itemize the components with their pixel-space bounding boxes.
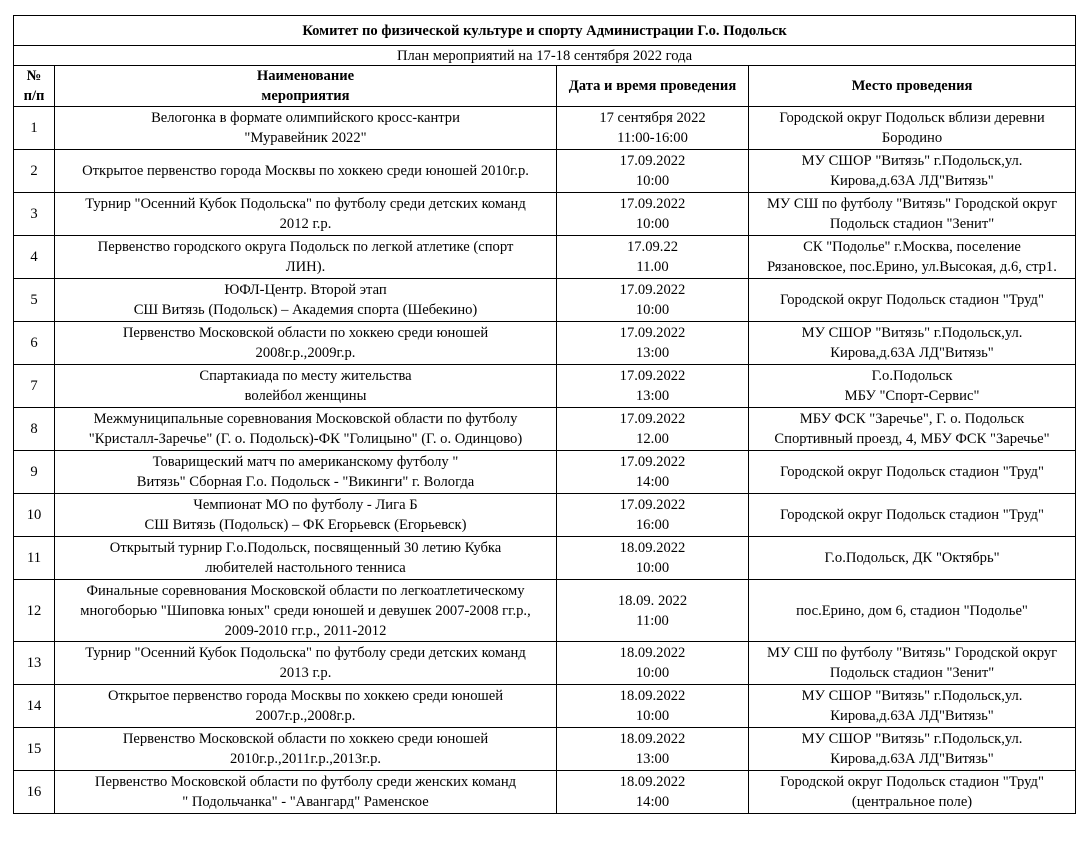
title-row	[14, 16, 1076, 46]
row-number-cell: 2	[14, 150, 55, 193]
event-place-cell: МУ СШОР "Витязь" г.Подольск,ул. Кирова,д.63А ЛД"Витязь"	[749, 728, 1076, 771]
event-date-cell: 17 сентября 2022 11:00-16:00	[557, 107, 749, 150]
event-date-cell: 17.09.2022 13:00	[557, 322, 749, 365]
event-name-cell: Первенство городского округа Подольск по легкой атлетике (спорт ЛИН).	[55, 236, 557, 279]
table-row	[14, 408, 1076, 451]
table-row	[14, 685, 1076, 728]
row-number-cell: 4	[14, 236, 55, 279]
table-row	[14, 580, 1076, 642]
event-place-cell: Городской округ Подольск стадион "Труд"	[749, 494, 1076, 537]
event-date-cell: 17.09.2022 10:00	[557, 193, 749, 236]
event-date-cell: 18.09.2022 10:00	[557, 642, 749, 685]
plan-subtitle: План мероприятий на 17-18 сентября 2022 года	[14, 46, 1076, 66]
row-number-cell: 6	[14, 322, 55, 365]
row-number-cell: 3	[14, 193, 55, 236]
row-number-cell: 5	[14, 279, 55, 322]
event-name-cell: Межмуниципальные соревнования Московской области по футболу "Кристалл-Заречье" (Г. о. Подольск)-ФК "Голицыно" (Г. о. Одинцово)	[55, 408, 557, 451]
event-place-cell: МУ СШОР "Витязь" г.Подольск,ул. Кирова,д.63А ЛД"Витязь"	[749, 150, 1076, 193]
event-place-cell: Городской округ Подольск стадион "Труд"	[749, 279, 1076, 322]
table-row	[14, 451, 1076, 494]
event-place-cell: МУ СШ по футболу "Витязь" Городской округ Подольск стадион "Зенит"	[749, 193, 1076, 236]
event-date-cell: 17.09.2022 10:00	[557, 279, 749, 322]
event-place-cell: Г.о.Подольск МБУ "Спорт-Сервис"	[749, 365, 1076, 408]
table-row	[14, 236, 1076, 279]
table-row	[14, 728, 1076, 771]
event-name-cell: Товарищеский матч по американскому футболу " Витязь" Сборная Г.о. Подольск - "Викинги" г. Вологда	[55, 451, 557, 494]
event-name-cell: ЮФЛ-Центр. Второй этап СШ Витязь (Подольск) – Академия спорта (Шебекино)	[55, 279, 557, 322]
table-row	[14, 365, 1076, 408]
row-number-cell: 10	[14, 494, 55, 537]
event-place-cell: Городской округ Подольск стадион "Труд"	[749, 451, 1076, 494]
event-date-cell: 18.09. 2022 11:00	[557, 580, 749, 642]
event-date-cell: 17.09.2022 13:00	[557, 365, 749, 408]
event-name-cell: Спартакиада по месту жительства волейбол женщины	[55, 365, 557, 408]
table-row	[14, 771, 1076, 814]
event-place-cell: Городской округ Подольск вблизи деревни Бородино	[749, 107, 1076, 150]
event-date-cell: 18.09.2022 14:00	[557, 771, 749, 814]
event-date-cell: 17.09.2022 16:00	[557, 494, 749, 537]
table-row	[14, 150, 1076, 193]
event-name-cell: Финальные соревнования Московской области по легкоатлетическому многоборью "Шиповка юных" среди юношей и девушек 2007-2008 гг.р., 2009-2010 гг.р., 2011-2012	[55, 580, 557, 642]
event-name-cell: Турнир "Осенний Кубок Подольска" по футболу среди детских команд 2013 г.р.	[55, 642, 557, 685]
document-title: Комитет по физической культуре и спорту Администрации Г.о. Подольск	[14, 16, 1076, 46]
event-date-cell: 18.09.2022 10:00	[557, 685, 749, 728]
event-place-cell: МУ СШОР "Витязь" г.Подольск,ул. Кирова,д.63А ЛД"Витязь"	[749, 685, 1076, 728]
row-number-cell: 11	[14, 537, 55, 580]
event-place-cell: МУ СШОР "Витязь" г.Подольск,ул. Кирова,д.63А ЛД"Витязь"	[749, 322, 1076, 365]
table-row	[14, 107, 1076, 150]
event-place-cell: СК "Подолье" г.Москва, поселение Рязановское, пос.Ерино, ул.Высокая, д.6, стр1.	[749, 236, 1076, 279]
event-name-cell: Первенство Московской области по хоккею среди юношей 2010г.р.,2011г.р.,2013г.р.	[55, 728, 557, 771]
row-number-cell: 12	[14, 580, 55, 642]
document-page	[13, 15, 1075, 814]
event-name-cell: Турнир "Осенний Кубок Подольска" по футболу среди детских команд 2012 г.р.	[55, 193, 557, 236]
table-row	[14, 279, 1076, 322]
column-header-name: Наименование мероприятия	[55, 66, 557, 107]
event-place-cell: МБУ ФСК "Заречье", Г. о. Подольск Спортивный проезд, 4, МБУ ФСК "Заречье"	[749, 408, 1076, 451]
event-date-cell: 17.09.2022 10:00	[557, 150, 749, 193]
row-number-cell: 7	[14, 365, 55, 408]
row-number-cell: 13	[14, 642, 55, 685]
row-number-cell: 16	[14, 771, 55, 814]
row-number-cell: 14	[14, 685, 55, 728]
header-row	[14, 66, 1076, 107]
event-date-cell: 17.09.22 11.00	[557, 236, 749, 279]
row-number-cell: 8	[14, 408, 55, 451]
event-place-cell: Г.о.Подольск, ДК "Октябрь"	[749, 537, 1076, 580]
table-row	[14, 193, 1076, 236]
event-date-cell: 17.09.2022 14:00	[557, 451, 749, 494]
event-name-cell: Открытое первенство города Москвы по хоккею среди юношей 2007г.р.,2008г.р.	[55, 685, 557, 728]
event-name-cell: Открытый турнир Г.о.Подольск, посвященный 30 летию Кубка любителей настольного тенниса	[55, 537, 557, 580]
event-name-cell: Первенство Московской области по футболу среди женских команд " Подольчанка" - "Авангард" Раменское	[55, 771, 557, 814]
event-place-cell: Городской округ Подольск стадион "Труд" (центральное поле)	[749, 771, 1076, 814]
event-name-cell: Первенство Московской области по хоккею среди юношей 2008г.р.,2009г.р.	[55, 322, 557, 365]
row-number-cell: 15	[14, 728, 55, 771]
event-name-cell: Чемпионат МО по футболу - Лига Б СШ Витязь (Подольск) – ФК Егорьевск (Егорьевск)	[55, 494, 557, 537]
table-row	[14, 642, 1076, 685]
table-row	[14, 322, 1076, 365]
event-name-cell: Велогонка в формате олимпийского кросс-кантри "Муравейник 2022"	[55, 107, 557, 150]
event-date-cell: 18.09.2022 13:00	[557, 728, 749, 771]
event-name-cell: Открытое первенство города Москвы по хоккею среди юношей 2010г.р.	[55, 150, 557, 193]
table-row	[14, 494, 1076, 537]
row-number-cell: 9	[14, 451, 55, 494]
row-number-cell: 1	[14, 107, 55, 150]
event-date-cell: 18.09.2022 10:00	[557, 537, 749, 580]
column-header-place: Место проведения	[749, 66, 1076, 107]
events-table	[13, 15, 1076, 814]
event-date-cell: 17.09.2022 12.00	[557, 408, 749, 451]
event-place-cell: пос.Ерино, дом 6, стадион "Подолье"	[749, 580, 1076, 642]
plan-row	[14, 46, 1076, 66]
column-header-date: Дата и время проведения	[557, 66, 749, 107]
table-row	[14, 537, 1076, 580]
event-place-cell: МУ СШ по футболу "Витязь" Городской округ Подольск стадион "Зенит"	[749, 642, 1076, 685]
column-header-number: № п/п	[14, 66, 55, 107]
